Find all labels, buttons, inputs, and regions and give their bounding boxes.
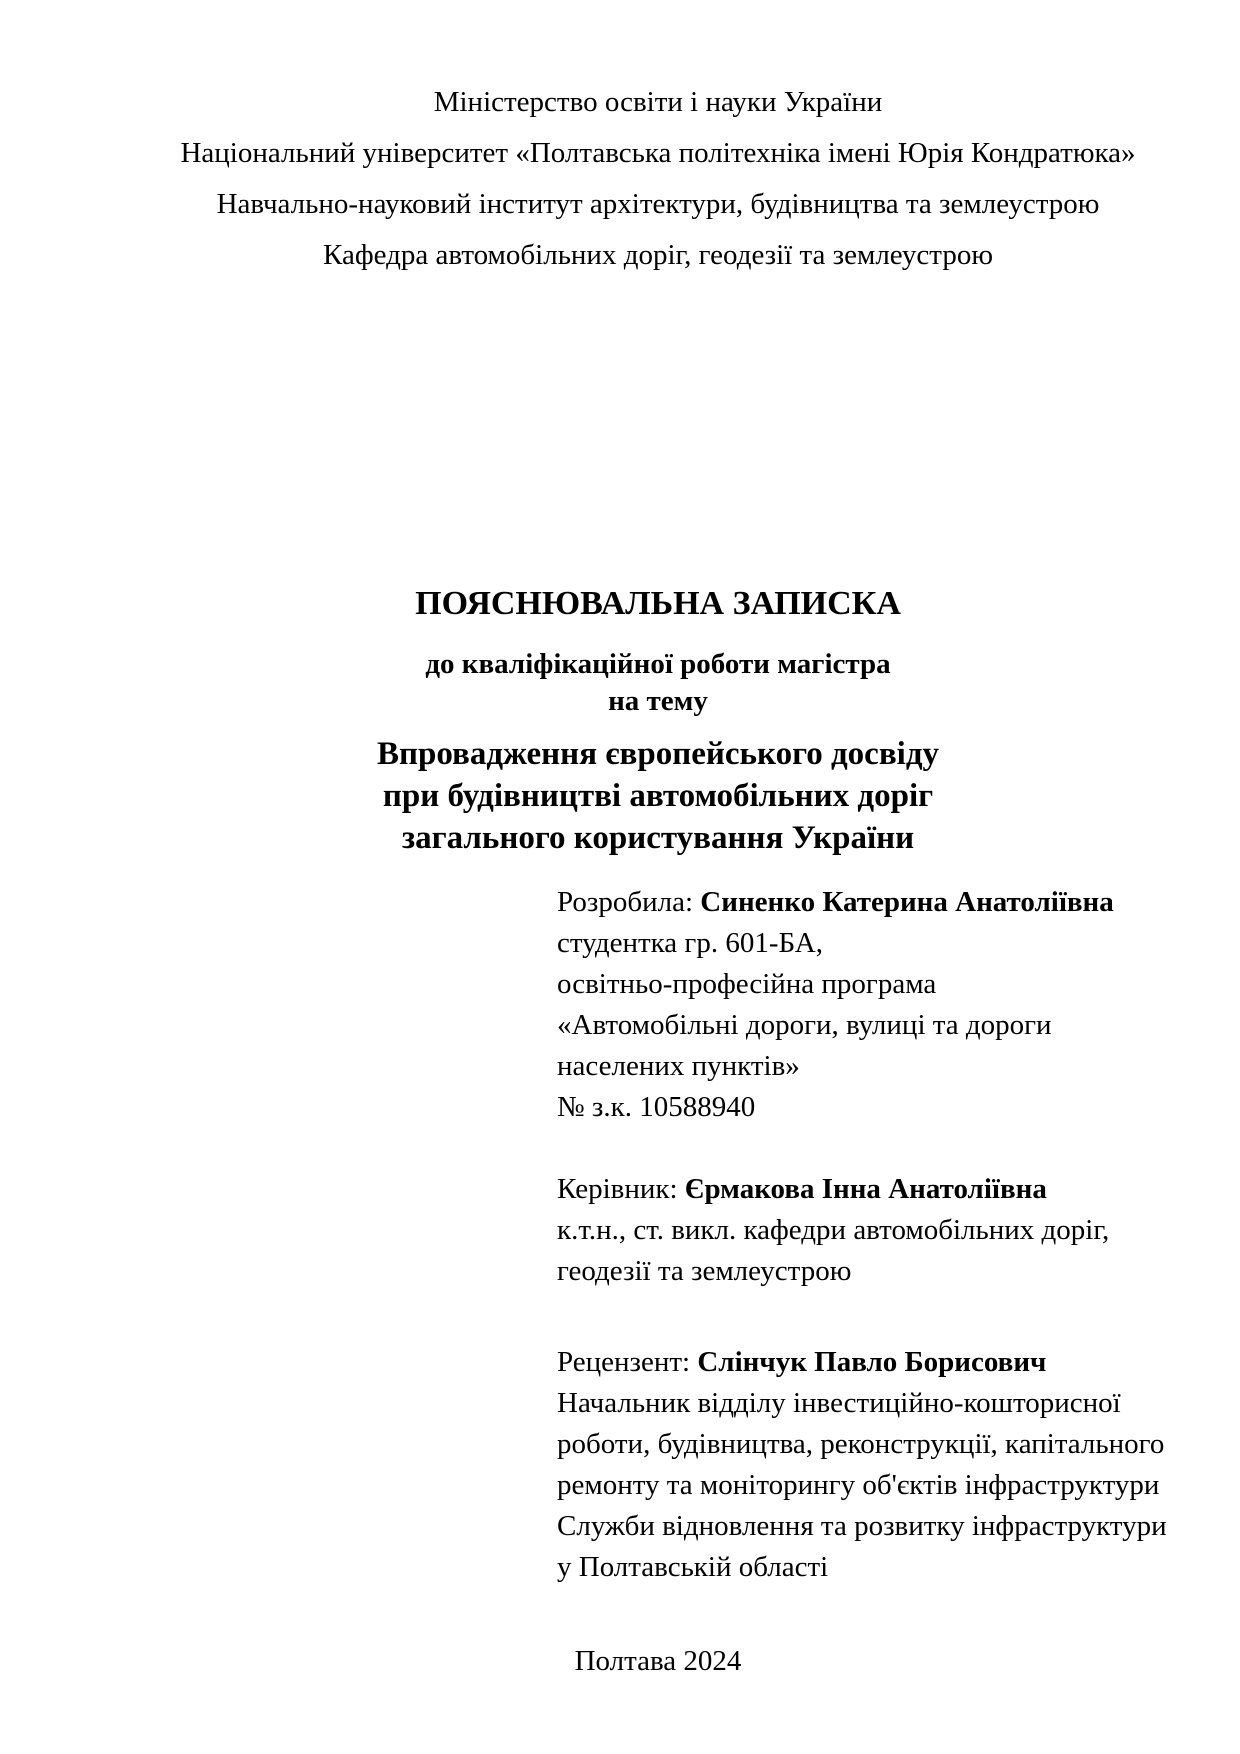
reviewer-name-line xyxy=(557,1342,1167,1383)
reviewer-detail-line: роботи, будівництва, реконструкції, капітального xyxy=(557,1428,1165,1460)
supervisor-label: Керівник: xyxy=(557,1173,678,1205)
ministry-line: Міністерство освіти і науки України xyxy=(433,86,883,118)
supervisor-detail-line: к.т.н., ст. викл. кафедри автомобільних доріг, xyxy=(557,1214,1110,1246)
university-line: Національний університет «Полтавська політехніка імені Юрія Кондратюка» xyxy=(180,137,1136,169)
reviewer-label: Рецензент: xyxy=(557,1346,691,1378)
reviewer-detail-line: ремонту та моніторингу об'єктів інфраструктури xyxy=(557,1469,1160,1501)
document-type-title: ПОЯСНЮВАЛЬНА ЗАПИСКА xyxy=(415,585,901,622)
document-subtitle xyxy=(177,646,1139,720)
department-line: Кафедра автомобільних доріг, геодезії та землеустрою xyxy=(322,239,994,271)
subtitle-topic-line: на тему xyxy=(608,685,708,717)
developer-record-number: № з.к. 10588940 xyxy=(557,1091,756,1123)
supervisor-name: Єрмакова Інна Анатоліївна xyxy=(684,1173,1047,1205)
developer-detail-line: освітньо-професійна програма xyxy=(557,968,937,1000)
developer-name-line xyxy=(557,882,1114,923)
thesis-title-line-3: загального користування України xyxy=(401,820,915,856)
supervisor-detail-line: геодезії та землеустрою xyxy=(557,1255,852,1287)
developer-detail-line: «Автомобільні дороги, вулиці та дороги xyxy=(557,1009,1052,1041)
thesis-title-line-1: Впровадження європейського досвіду xyxy=(376,736,940,772)
developer-name: Синенко Катерина Анатоліївна xyxy=(700,886,1114,918)
supervisor-name-line xyxy=(557,1169,1109,1210)
subtitle-work-line: до кваліфікаційної роботи магістра xyxy=(425,648,891,680)
thesis-title-line-2: при будівництві автомобільних доріг xyxy=(382,778,934,814)
developer-detail-line: населених пунктів» xyxy=(557,1050,800,1082)
institution-header xyxy=(177,77,1139,281)
reviewer-credit xyxy=(557,1342,1167,1588)
thesis-title xyxy=(177,733,1139,859)
developer-credit xyxy=(557,882,1114,1128)
reviewer-detail-line: Начальник відділу інвестиційно-кошторисної xyxy=(557,1387,1121,1419)
reviewer-detail-line: у Полтавській області xyxy=(557,1551,829,1583)
supervisor-credit xyxy=(557,1169,1109,1292)
reviewer-detail-line: Служби відновлення та розвитку інфраструктури xyxy=(557,1510,1167,1542)
city-year-line: Полтава 2024 xyxy=(574,1645,742,1677)
reviewer-name: Слінчук Павло Борисович xyxy=(697,1346,1047,1378)
developer-detail-line: студентка гр. 601-БА, xyxy=(557,927,823,959)
institute-line: Навчально-науковий інститут архітектури, будівництва та землеустрою xyxy=(216,188,1100,220)
developer-label: Розробила: xyxy=(557,886,694,918)
